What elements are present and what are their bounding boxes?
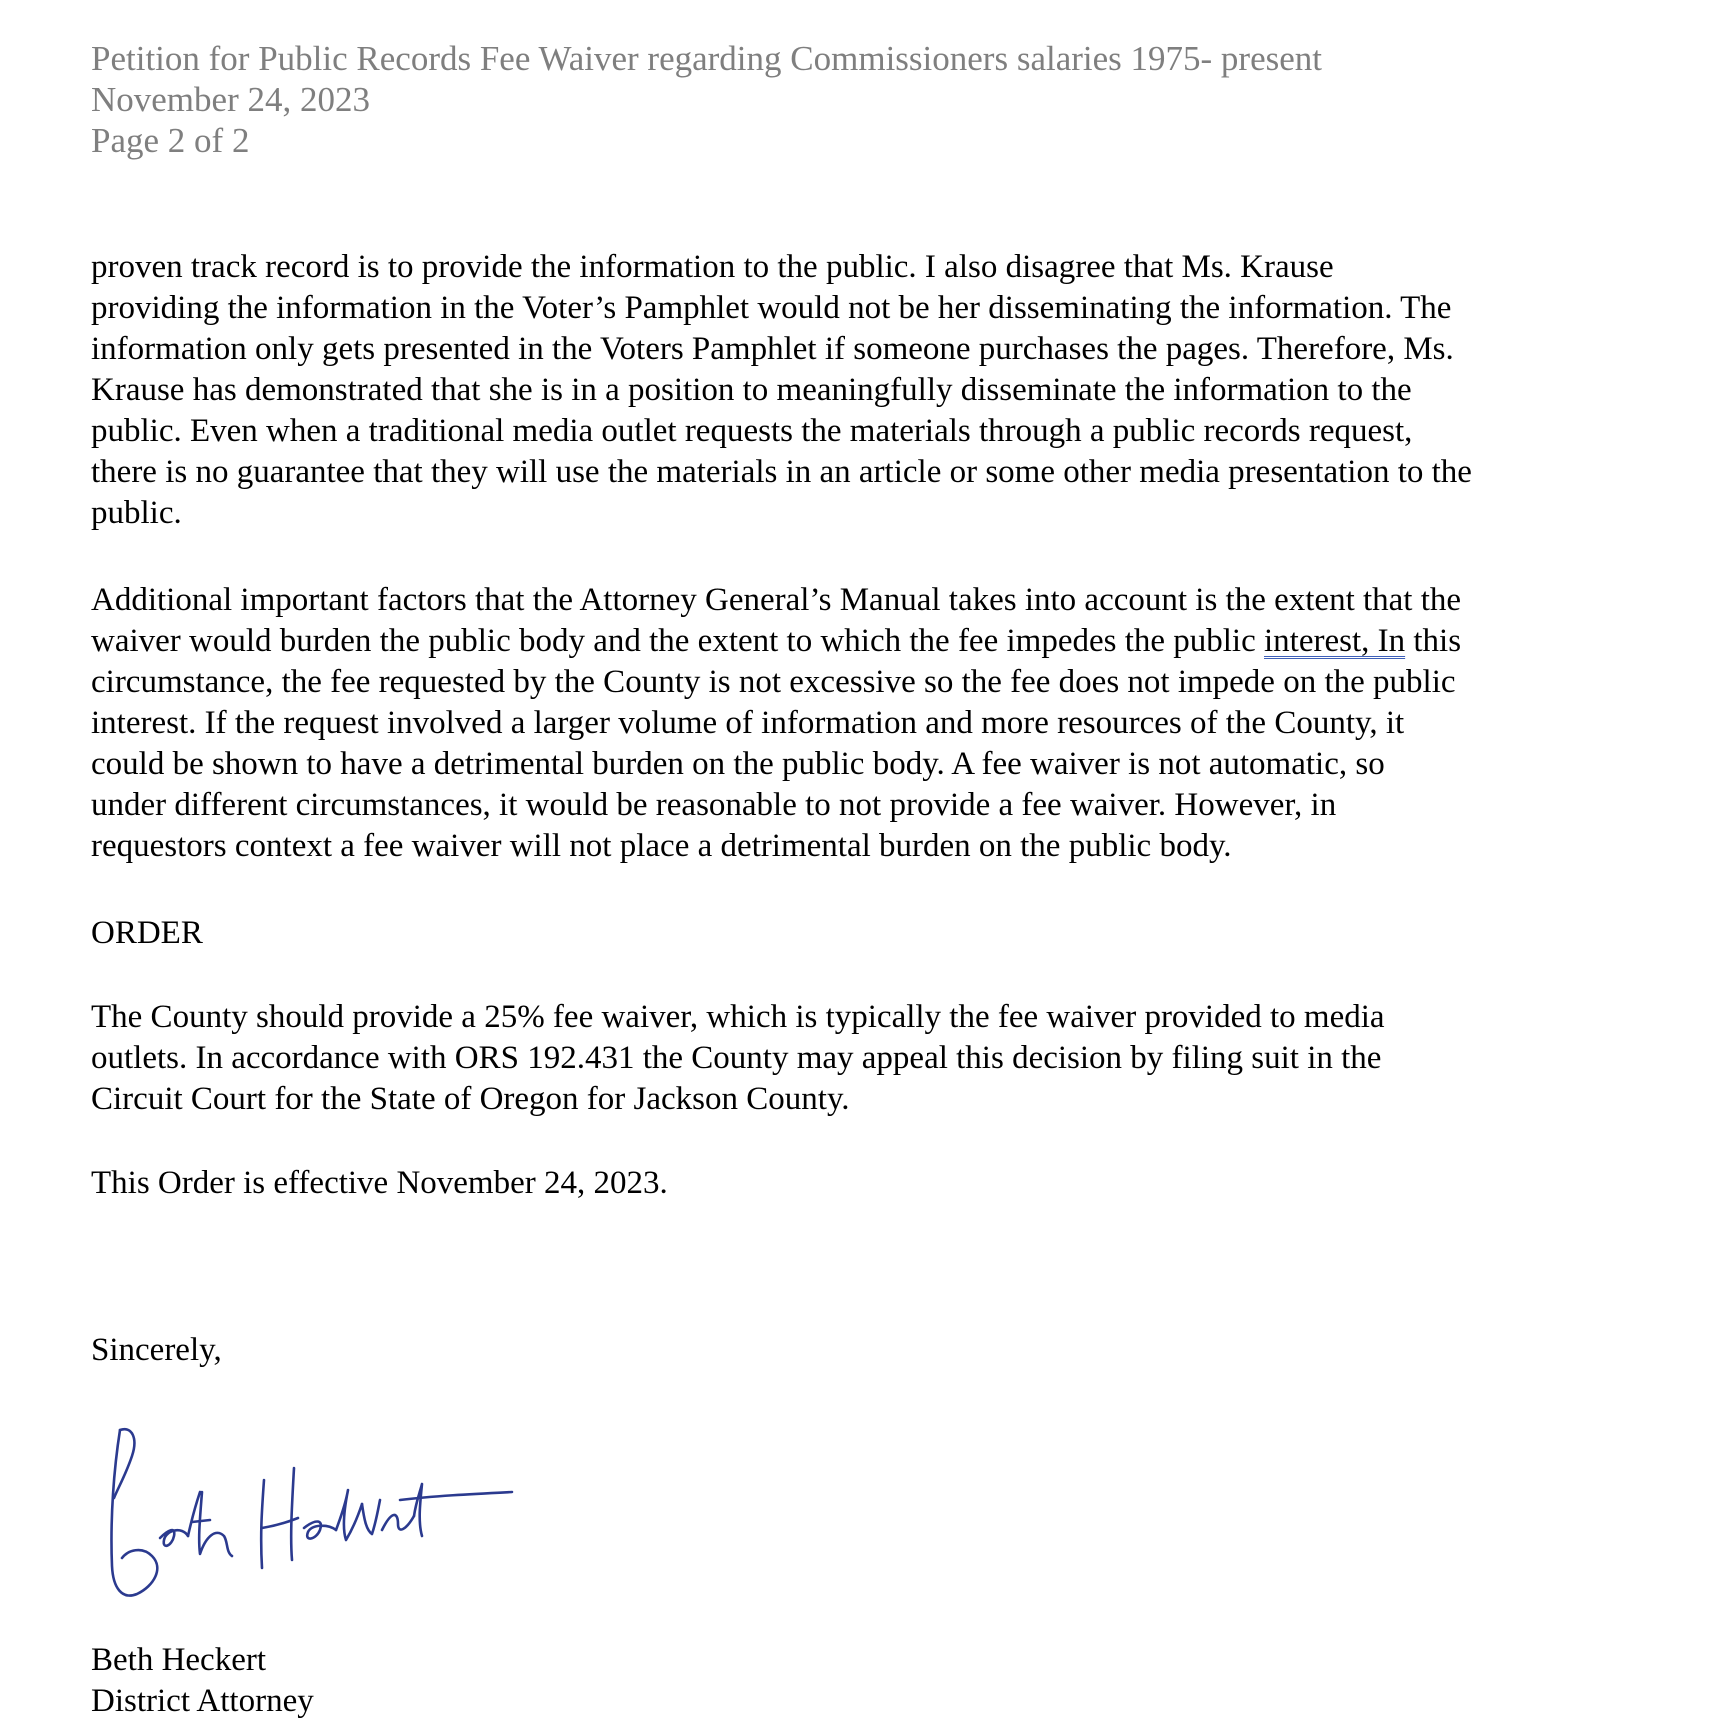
text-line: under different circumstances, it would be reasonable to not provide a fee waiver. However, in <box>91 787 1337 823</box>
signature-stroke-eth <box>160 1492 232 1556</box>
text-segment: waiver would burden the public body and the extent to which the fee impedes the public <box>91 623 1264 659</box>
order-heading: ORDER <box>91 915 203 951</box>
text-line: Circuit Court for the State of Oregon for Jackson County. <box>91 1081 850 1117</box>
text-line: information only gets presented in the Voters Pamphlet if someone purchases the pages. Therefore, Ms. <box>91 331 1454 367</box>
header-title: Petition for Public Records Fee Waiver regarding Commissioners salaries 1975- present <box>91 39 1322 78</box>
signature-stroke-b <box>111 1429 157 1595</box>
text-line: proven track record is to provide the information to the public. I also disagree that Ms. Krause <box>91 249 1334 285</box>
signer-title: District Attorney <box>91 1683 314 1719</box>
closing-salutation: Sincerely, <box>91 1332 222 1368</box>
grammar-flagged-text: interest, In <box>1264 623 1406 659</box>
text-line: public. Even when a traditional media outlet requests the materials through a public records request, <box>91 413 1413 449</box>
text-line <box>91 621 1646 662</box>
signature-stroke-h <box>261 1468 298 1568</box>
text-line: providing the information in the Voter’s Pamphlet would not be her disseminating the information. The <box>91 290 1452 326</box>
text-line: outlets. In accordance with ORS 192.431 the County may appeal this decision by filing suit in the <box>91 1040 1382 1076</box>
signature-stroke-eckert <box>304 1484 512 1540</box>
text-line: requestors context a fee waiver will not place a detrimental burden on the public body. <box>91 828 1232 864</box>
header-page-number: Page 2 of 2 <box>91 121 250 160</box>
text-line: there is no guarantee that they will use the materials in an article or some other media presentation to the <box>91 454 1472 490</box>
page-header <box>91 38 1591 161</box>
header-date: November 24, 2023 <box>91 80 370 119</box>
text-line: The County should provide a 25% fee waiver, which is typically the fee waiver provided to media <box>91 999 1385 1035</box>
paragraph-public-dissemination <box>91 247 1646 534</box>
paragraph-burden-factors <box>91 580 1646 867</box>
text-segment: this <box>1405 623 1462 659</box>
text-line: circumstance, the fee requested by the County is not excessive so the fee does not impede on the public <box>91 664 1456 700</box>
text-line: public. <box>91 495 182 531</box>
text-line: Krause has demonstrated that she is in a position to meaningfully disseminate the information to the <box>91 372 1412 408</box>
text-line: Additional important factors that the Attorney General’s Manual takes into account is the extent that the <box>91 582 1462 618</box>
text-line: interest. If the request involved a larger volume of information and more resources of the County, it <box>91 705 1405 741</box>
signer-name: Beth Heckert <box>91 1642 267 1678</box>
paragraph-order <box>91 997 1646 1120</box>
text-line: could be shown to have a detrimental burden on the public body. A fee waiver is not automatic, so <box>91 746 1385 782</box>
handwritten-signature <box>92 1418 552 1608</box>
effective-date-statement: This Order is effective November 24, 2023. <box>91 1165 668 1201</box>
